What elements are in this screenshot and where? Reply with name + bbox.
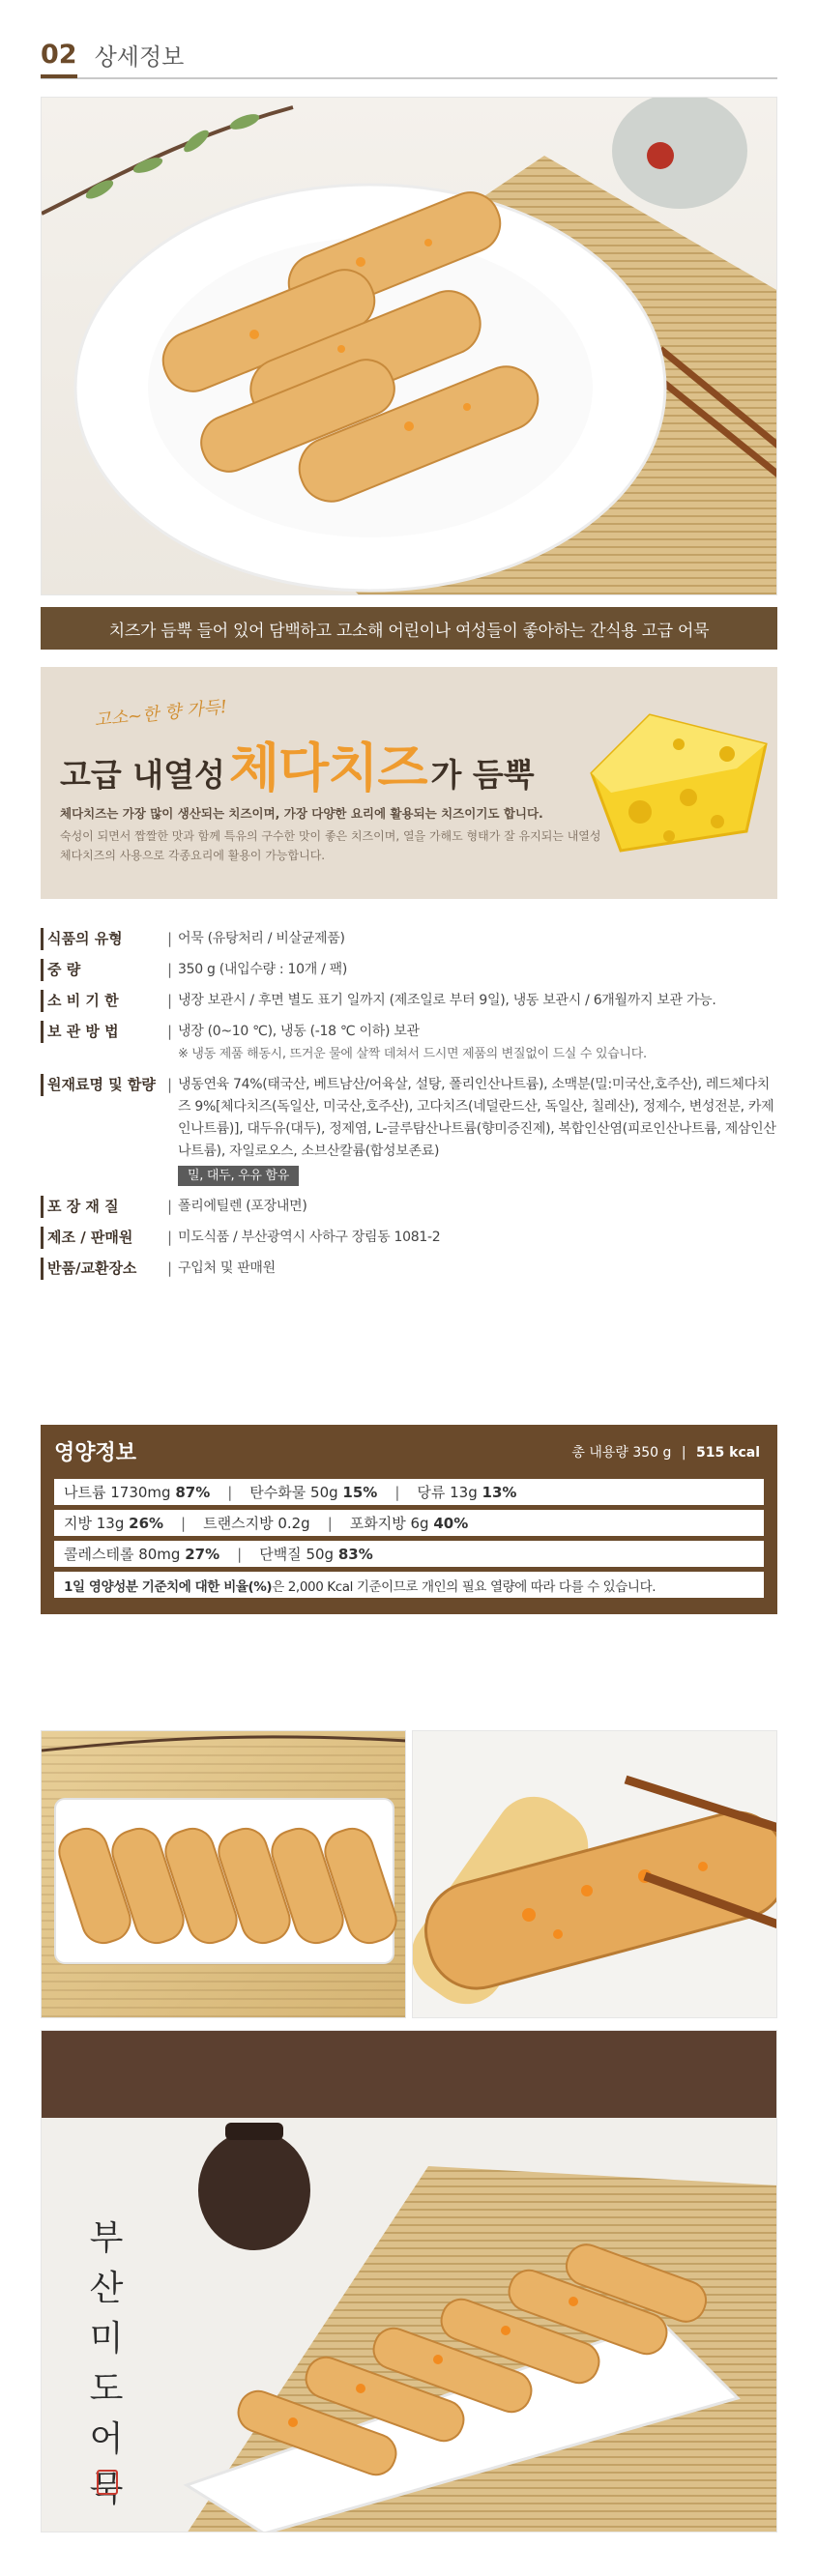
total-kcal: 515 kcal — [696, 1445, 760, 1461]
spec-value: 폴리에틸렌 (포장내면) — [178, 1199, 307, 1214]
hero-illustration — [42, 98, 777, 595]
brand-illustration — [42, 2031, 777, 2533]
spec-value: 냉장 보관시 / 후면 별도 표기 일까지 (제조일로 부터 9일), 냉동 보관시 / 6개월까지 보관 가능. — [178, 993, 716, 1008]
cheese-banner — [41, 667, 777, 899]
spec-value — [178, 1021, 777, 1065]
spec-row — [41, 928, 777, 950]
storage-note: ※ 냉동 제품 해동시, 뜨거운 물에 살짝 데쳐서 드시면 제품의 변질없이 드실 수 있습니다. — [178, 1047, 647, 1061]
brand-calligraphy: 부 산 미 도 어 묵 — [89, 2218, 124, 2509]
section-header — [41, 35, 777, 79]
spec-value: 구입처 및 판매원 — [178, 1260, 276, 1276]
spec-row — [41, 1021, 777, 1065]
section-number: 02 — [41, 39, 77, 70]
nutrition-row: 지방 13g 26% | 트랜스지방 0.2g | 포화지방 6g 40% — [54, 1510, 764, 1536]
section-title: 상세정보 — [94, 43, 185, 71]
spec-value — [178, 1074, 777, 1187]
headline-pre: 고급 내열성 — [60, 756, 225, 794]
nutrition-row: 나트륨 1730mg 87% | 탄수화물 50g 15% | 당류 13g 13% — [54, 1479, 764, 1505]
nutrition-row: 콜레스테롤 80mg 27% | 단백질 50g 83% — [54, 1541, 764, 1567]
banner-headline — [60, 727, 535, 801]
spec-label: 원재료명 및 함량 | — [41, 1074, 178, 1096]
seal-stamp-icon — [97, 2470, 118, 2495]
photo-closeup — [412, 1730, 777, 2018]
photo-brand — [41, 2030, 777, 2533]
spec-value: 미도식품 / 부산광역시 사하구 장림동 1081-2 — [178, 1230, 441, 1245]
spec-row — [41, 959, 777, 981]
spec-label: 보 관 방 법 | — [41, 1021, 178, 1043]
banner-desc-bold: 체다치즈는 가장 많이 생산되는 치즈이며, 가장 다양한 요리에 활용되는 치즈이기도 합니다. — [60, 806, 543, 821]
allergy-badge: 밀, 대두, 우유 함유 — [178, 1166, 299, 1186]
hero-caption: 치즈가 듬뿍 들어 있어 담백하고 고소해 어린이나 여성들이 좋아하는 간식용 고급 어묵 — [41, 607, 777, 650]
headline-cheddar: 체다치즈 — [228, 738, 427, 798]
spec-label: 제조 / 판매원 | — [41, 1227, 178, 1249]
nutrition-box — [41, 1425, 777, 1614]
spec-label: 식품의 유형 | — [41, 928, 178, 950]
nutrition-rows — [54, 1479, 764, 1603]
banner-desc: 숙성이 되면서 짭짤한 맛과 함께 특유의 구수한 맛이 좋은 치즈이며, 열을 가해도 형태가 잘 유지되는 내열성 체다치즈의 사용으로 각종요리에 활용이 가능합니다. — [60, 829, 601, 862]
nutrition-title: 영양정보 — [54, 1441, 137, 1465]
headline-post: 가 듬뿍 — [430, 756, 535, 794]
storage-main: 냉장 (0~10 ℃), 냉동 (-18 ℃ 이하) 보관 — [178, 1024, 420, 1039]
ingredients-text: 냉동연육 74%(태국산, 베트남산/어육살, 설탕, 폴리인산나트륨), 소맥분(밀:미국산,호주산), 레드체다치즈 9%[체다치즈(독일산, 미국산,호주산), 고다치즈(네덜란드산, 독일산, 칠레산), 정제수, 변성전분, 카제인나트륨)], 대두유(대두), 정제염, L-글루탐산나트륨(향미증진제), 복합인산염(피로인산나트륨, 제삼인산나트륨), 자일로오스, 소브산칼륨(합성보존료) — [178, 1077, 776, 1159]
spec-label: 중 량 | — [41, 959, 178, 981]
spec-row — [41, 1196, 777, 1218]
spec-row — [41, 990, 777, 1012]
total-weight: 총 내용량 350 g — [571, 1445, 672, 1461]
plate-illustration — [42, 1731, 406, 2018]
banner-slogan: 고소~한 향 가득! — [93, 696, 228, 732]
spec-row — [41, 1258, 777, 1280]
nutrition-note: 1일 영양성분 기준치에 대한 비율(%) 은 2,000 Kcal 기준이므로 개인의 필요 열량에 따라 다를 수 있습니다. — [54, 1572, 764, 1598]
spec-value: 어묵 (유탕처리 / 비살균제품) — [178, 931, 345, 946]
nutrition-total: 총 내용량 350 g | 515 kcal — [571, 1445, 760, 1461]
spec-row — [41, 1227, 777, 1249]
cheese-icon — [582, 706, 775, 860]
spec-row — [41, 1074, 777, 1187]
spec-label: 포 장 재 질 | — [41, 1196, 178, 1218]
spec-label: 반품/교환장소 | — [41, 1258, 178, 1280]
closeup-illustration — [413, 1731, 777, 2018]
photo-plate-row — [41, 1730, 406, 2018]
spec-label: 소 비 기 한 | — [41, 990, 178, 1012]
spec-value: 350 g (내입수량 : 10개 / 팩) — [178, 962, 348, 977]
spec-table — [41, 928, 777, 1288]
hero-photo — [41, 97, 777, 595]
